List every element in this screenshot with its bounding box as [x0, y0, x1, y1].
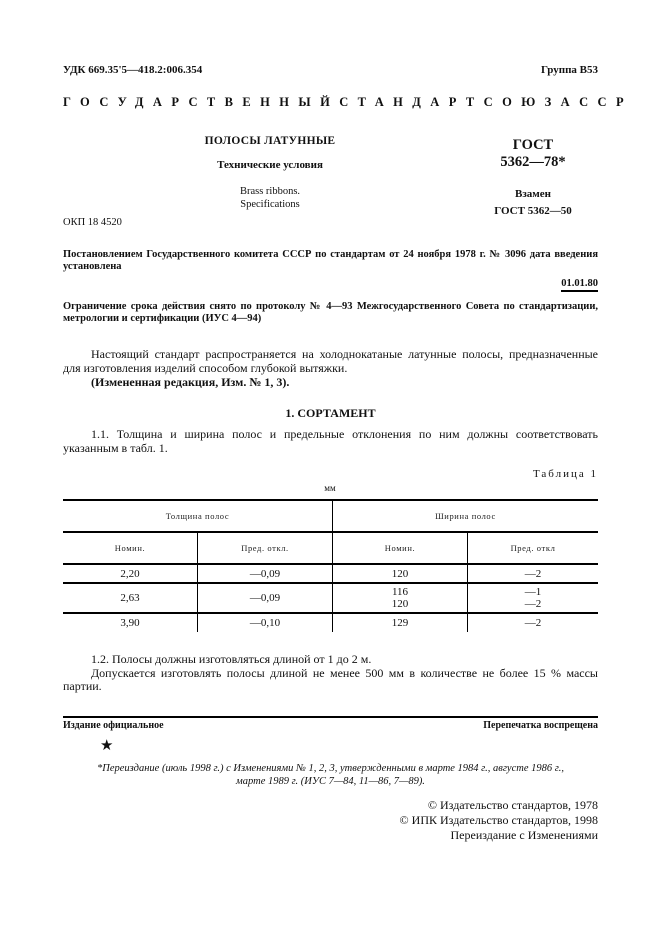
english-title-line: Brass ribbons. [239, 186, 301, 197]
dimensions-table [63, 499, 598, 632]
official-edition-label: Издание официальное [63, 720, 164, 731]
star-icon: ★ [100, 738, 114, 754]
english-title [180, 185, 360, 211]
group-header-width: Ширина полос [333, 500, 599, 532]
gost-label: ГОСТ [512, 137, 554, 153]
intro-paragraph [63, 348, 598, 375]
cell-thickness: 2,20 [120, 567, 140, 580]
table-row [63, 564, 598, 583]
cell-width-value: 116 [391, 586, 409, 598]
table-row [63, 583, 598, 613]
intro-text: Настоящий стандарт распространяется на холоднокатаные латунные полосы, предназначенные для изготовления изделий способом глубокой вытяжки. [63, 347, 598, 375]
udk-code: УДК 669.35'5—418.2:006.354 [63, 64, 203, 76]
cell-thickness-deviation: —0,10 [198, 613, 333, 632]
table-row [63, 613, 598, 632]
gost-designation [468, 137, 598, 171]
amended-note: (Измененная редакция, Изм. № 1, 3). [91, 375, 290, 389]
cell-thickness: 2,63 [120, 592, 140, 604]
subheader-width-nominal: Номин. [333, 532, 468, 564]
cell-thickness-deviation: —0,09 [198, 564, 333, 583]
banner-word: ГОСУДАРСТВЕННЫЙ [63, 95, 340, 109]
cell-width-deviation-value: —2 [524, 598, 542, 610]
replaces-value: ГОСТ 5362—50 [494, 205, 572, 217]
cell-width [333, 583, 468, 613]
replaces-block [468, 186, 598, 220]
table-label: Таблица 1 [532, 468, 598, 480]
state-standard-banner [63, 95, 633, 110]
section-title: 1. СОРТАМЕНТ [285, 406, 376, 420]
reissue-footnote [63, 762, 598, 788]
effective-date: 01.01.80 [561, 278, 598, 292]
cell-width-deviation: —2 [468, 564, 599, 583]
paragraph-1-1 [63, 428, 598, 455]
cell-width-deviation [468, 583, 599, 613]
footnote-line: *Переиздание (июль 1998 г.) с Изменениями № 1, 2, 3, утвержденными в марте 1984 г., августе 1986 г., [97, 763, 564, 774]
group-header-thickness: Толщина полос [165, 511, 230, 521]
subheader-thickness-deviation: Пред. откл. [198, 532, 333, 564]
cell-width-deviation: —2 [468, 613, 599, 632]
cell-thickness-deviation: —0,09 [198, 583, 333, 613]
cell-width-deviation-value: —1 [524, 586, 542, 598]
cell-width: 129 [333, 613, 468, 632]
cell-width: 120 [333, 564, 468, 583]
document-subtitle: Технические условия [217, 159, 323, 171]
copyright-block [400, 798, 598, 843]
english-title-line: Specifications [240, 199, 300, 210]
cell-width-value: 120 [391, 598, 409, 610]
document-title: ПОЛОСЫ ЛАТУННЫЕ [204, 135, 336, 147]
banner-word: ССР [579, 95, 633, 109]
banner-word: СТАНДАРТ [339, 95, 484, 109]
banner-word: СОЮЗА [483, 95, 580, 109]
paragraph-1-2 [63, 653, 598, 694]
decree-text: Постановлением Государственного комитета СССР по стандартам от 24 ноября 1978 г. № 3096 дата введения установлена [63, 249, 598, 272]
cell-thickness: 3,90 [120, 617, 140, 629]
unit-label: мм [324, 483, 336, 493]
limitation-text: Ограничение срока действия снято по протоколу № 4—93 Межгосударственного Совета по стандартизации, метрологии и сертификации (ИУС 4—94) [63, 301, 598, 324]
reprint-prohibited-label: Перепечатка воспрещена [483, 720, 598, 731]
copyright-line: © ИПК Издательство стандартов, 1998 [399, 813, 598, 827]
gost-number: 5362—78* [500, 154, 566, 170]
group-code: Группа В53 [540, 64, 598, 76]
paragraph-1-1-text: 1.1. Толщина и ширина полос и предельные отклонения по ним должны соответствовать указанным в табл. 1. [63, 427, 598, 455]
copyright-line: © Издательство стандартов, 1978 [427, 798, 598, 812]
subheader-width-deviation: Пред. откл [468, 532, 599, 564]
footer-divider [63, 716, 598, 718]
subheader-thickness-nominal: Номин. [114, 543, 146, 553]
okp-code: ОКП 18 4520 [63, 217, 122, 228]
footnote-line: марте 1989 г. (ИУС 7—84, 11—86, 7—89). [236, 776, 425, 787]
replaces-label: Взамен [515, 188, 551, 200]
reissue-line: Переиздание с Изменениями [450, 828, 598, 842]
paragraph-1-2-line2: Допускается изготовлять полосы длиной не менее 500 мм в количестве не более 15 % массы партии. [63, 665, 598, 693]
paragraph-1-2-line1: 1.2. Полосы должны изготовляться длиной от 1 до 2 м. [91, 652, 372, 666]
